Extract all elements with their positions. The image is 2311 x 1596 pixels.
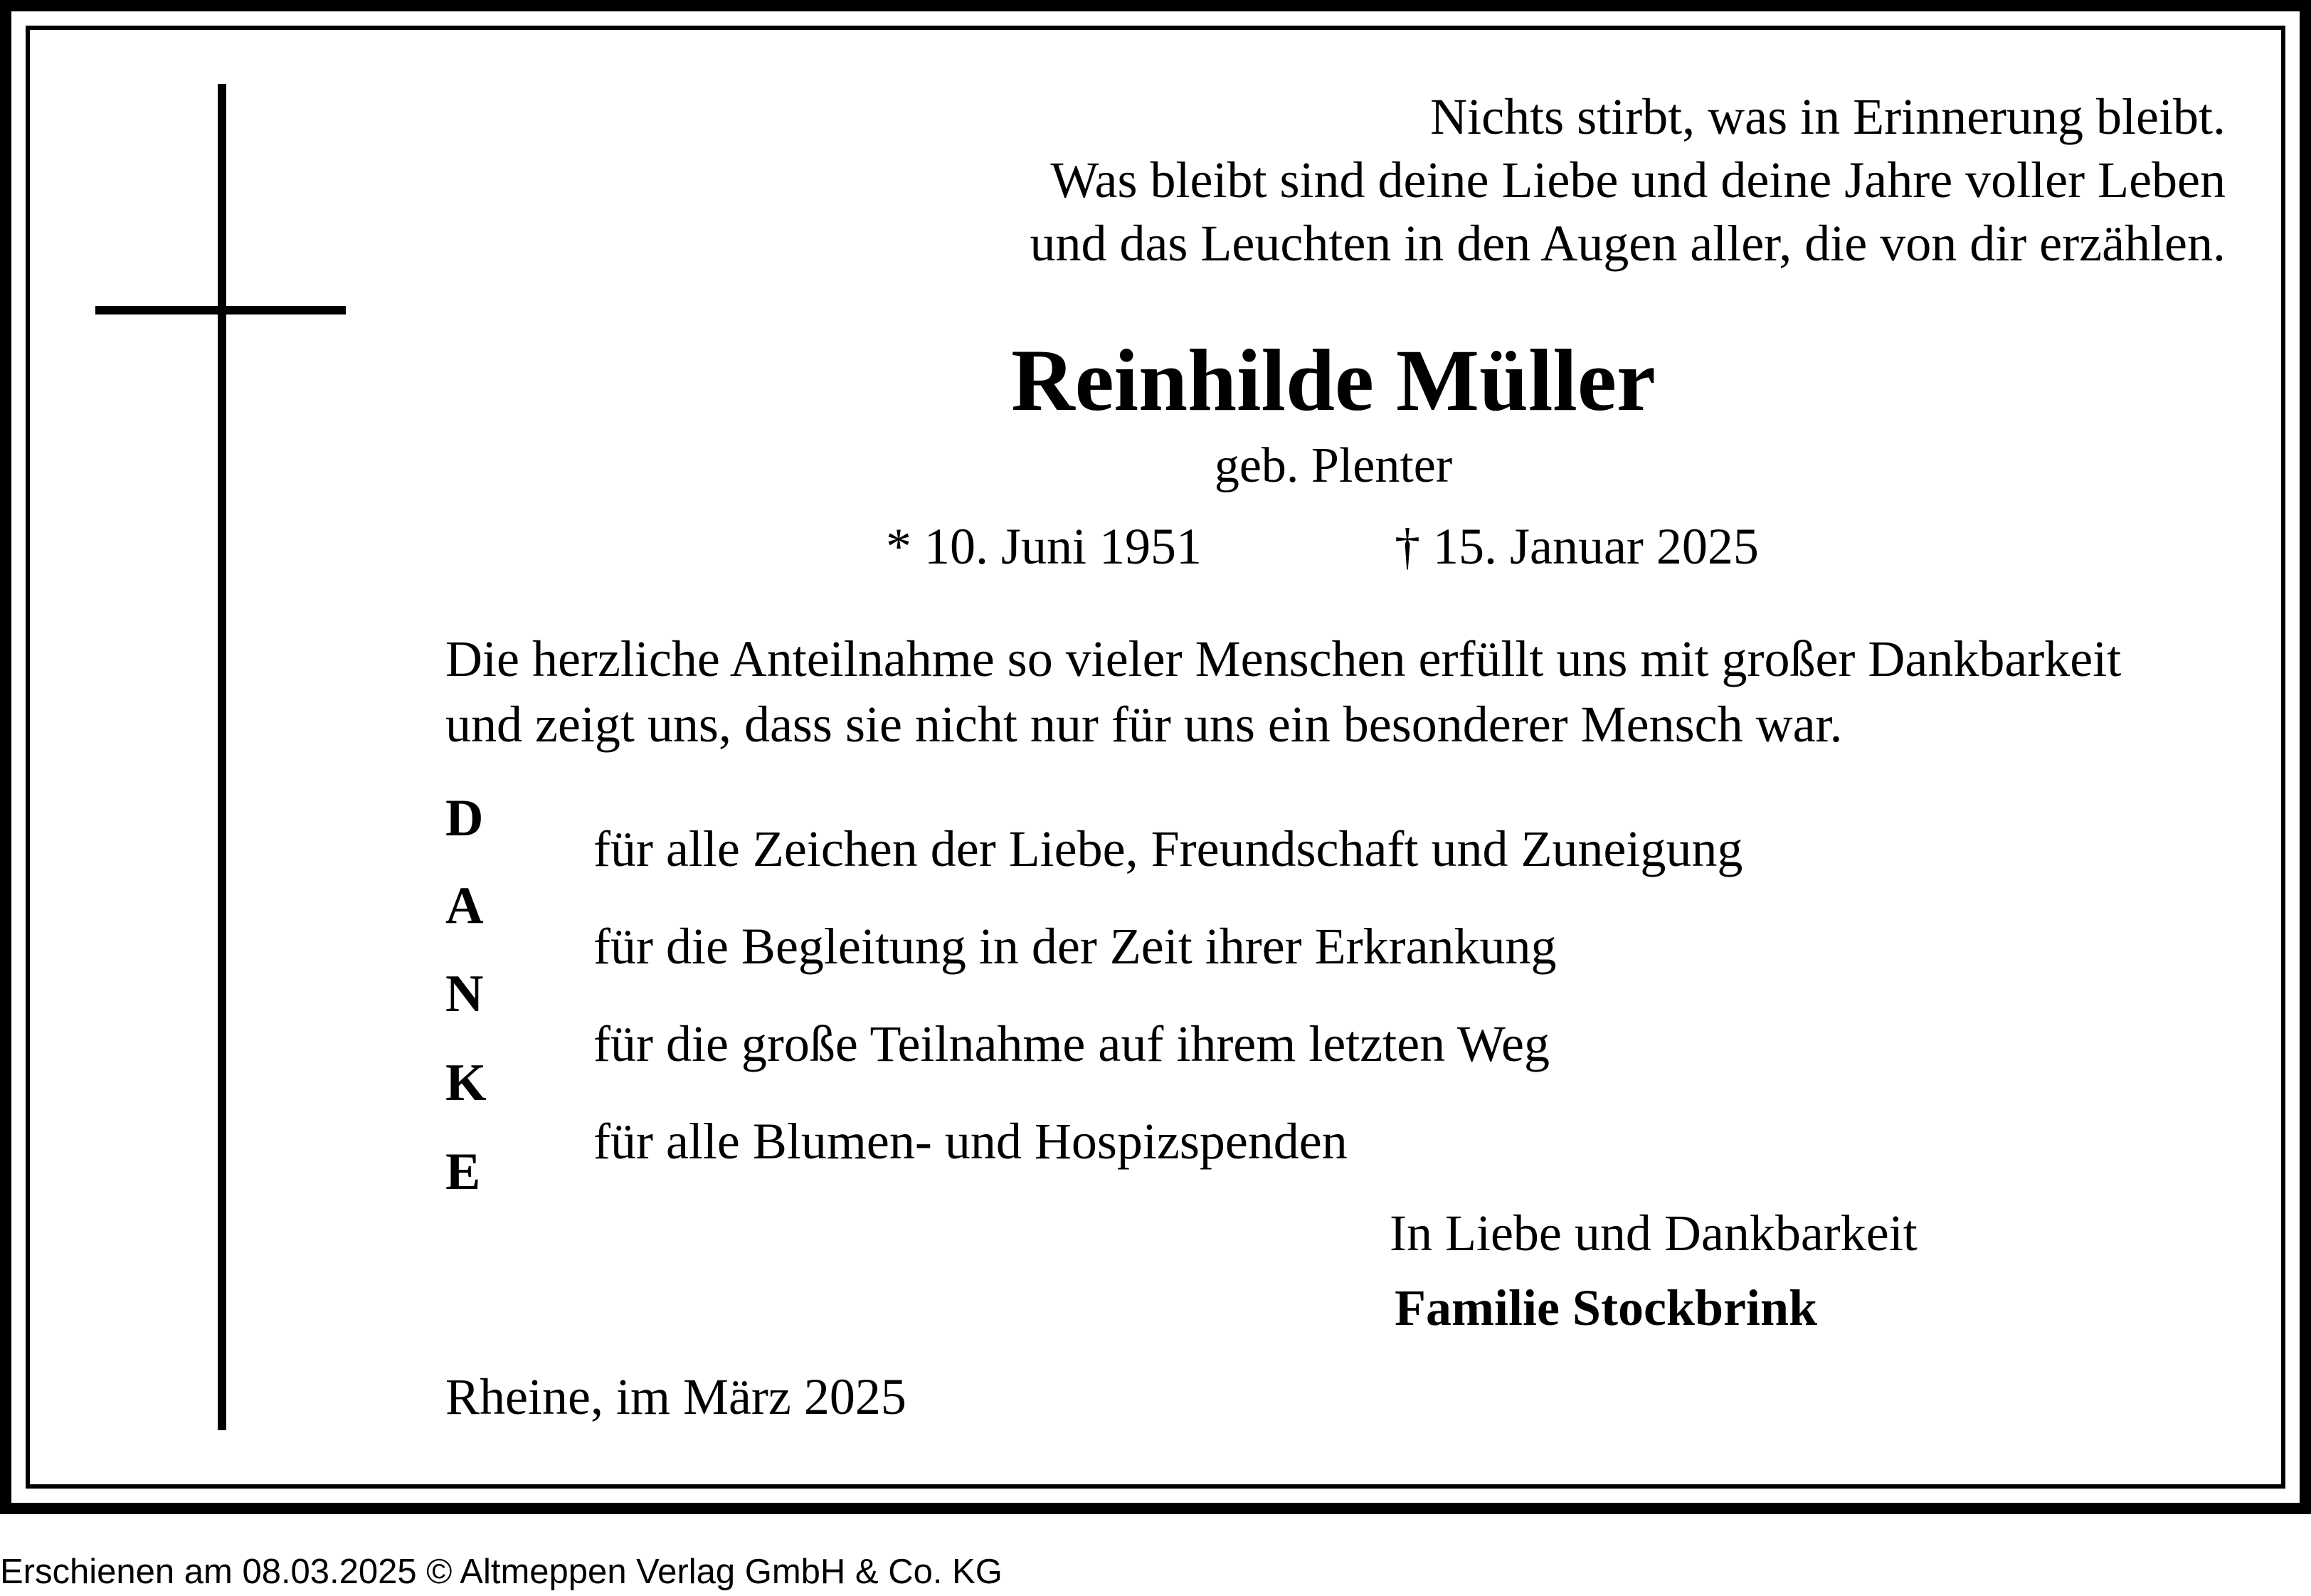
danke-letter: A bbox=[445, 877, 484, 935]
closing-phrase: In Liebe und Dankbarkeit bbox=[1390, 1205, 1918, 1262]
publication-footer: Erschienen am 08.03.2025 © Altmeppen Verlag GmbH & Co. KG bbox=[0, 1553, 1003, 1591]
danke-letter: N bbox=[445, 965, 484, 1023]
cross-icon bbox=[218, 84, 226, 1430]
danke-item: für die Begleitung in der Zeit ihrer Erkrankung bbox=[593, 918, 1557, 975]
danke-item: für die große Teilnahme auf ihrem letzten Weg bbox=[593, 1015, 1550, 1072]
maiden-name: geb. Plenter bbox=[1214, 438, 1453, 493]
danke-letter: K bbox=[445, 1054, 487, 1112]
danke-letter: D bbox=[445, 789, 484, 847]
quote-line: Was bleibt sind deine Liebe und deine Jahre voller Leben bbox=[1050, 152, 2226, 208]
danke-item: für alle Zeichen der Liebe, Freundschaft und Zuneigung bbox=[593, 820, 1743, 877]
quote-line: und das Leuchten in den Augen aller, die von dir erzählen. bbox=[1030, 215, 2226, 272]
birth-date: * 10. Juni 1951 bbox=[886, 518, 1202, 575]
danke-letter: E bbox=[445, 1143, 481, 1201]
danke-item: für alle Blumen- und Hospizspenden bbox=[593, 1113, 1348, 1170]
thanks-line: Die herzliche Anteilnahme so vieler Menschen erfüllt uns mit großer Dankbarkeit bbox=[445, 630, 2122, 687]
memorial-quote bbox=[1030, 85, 2226, 275]
cross-icon-bar bbox=[95, 306, 346, 315]
quote-line: Nichts stirbt, was in Erinnerung bleibt. bbox=[1430, 88, 2226, 145]
place-date: Rheine, im März 2025 bbox=[445, 1368, 906, 1425]
thanks-paragraph bbox=[445, 626, 2121, 757]
deceased-name: Reinhilde Müller bbox=[1011, 332, 1656, 429]
death-date: † 15. Januar 2025 bbox=[1395, 518, 1759, 575]
family-signature: Familie Stockbrink bbox=[1395, 1279, 1818, 1336]
thanks-line: und zeigt uns, dass sie nicht nur für uns ein besonderer Mensch war. bbox=[445, 696, 1843, 753]
